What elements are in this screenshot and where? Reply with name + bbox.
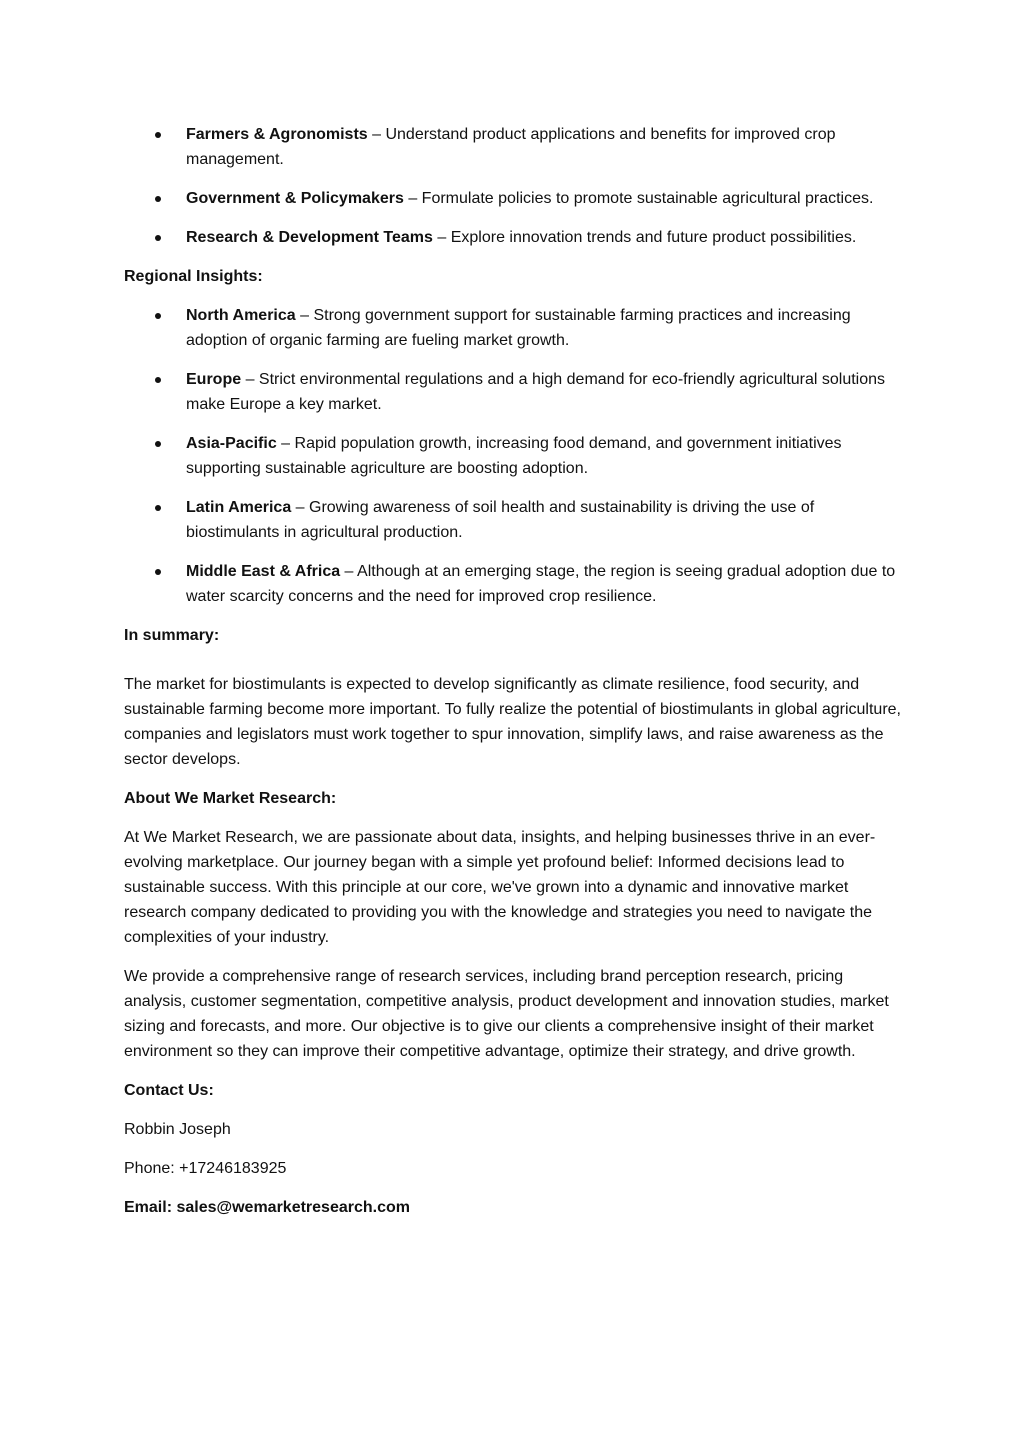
list-item-term: Research & Development Teams [186,229,433,246]
document-body [124,122,902,1234]
bullet-icon [155,313,161,319]
list-item [124,559,902,609]
list-item [124,431,902,481]
contact-email: Email: sales@wemarketresearch.com [124,1199,410,1216]
list-item-term: Farmers & Agronomists [186,126,368,143]
contact-phone: Phone: +17246183925 [124,1160,287,1177]
contact-heading: Contact Us: [124,1082,214,1099]
list-item [124,186,902,211]
list-item-term: Europe [186,371,242,388]
about-paragraph-1: At We Market Research, we are passionate about data, insights, and helping businesses thrive in an ever-evolving marketplace. Our journey began with a simple yet profound belief: Informed decisions lead to sustainable success. With this principle at our core, we've grown into a dynamic and innovative market research company dedicated to providing you with the knowledge and strategies you need to navigate the complexities of your industry. [124,829,876,946]
list-item-term: Government & Policymakers [186,190,404,207]
list-item-term: North America [186,307,296,324]
list-item [124,225,902,250]
list-item-desc: – Rapid population growth, increasing food demand, and government initiatives supporting sustainable agriculture are boosting adoption. [186,435,842,477]
bullet-icon [155,569,161,575]
list-item [124,367,902,417]
bullet-icon [155,196,161,202]
bullet-icon [155,235,161,241]
about-heading: About We Market Research: [124,790,337,807]
regional-list [124,303,902,609]
regional-insights-heading: Regional Insights: [124,268,263,285]
list-item-desc: – Strict environmental regulations and a high demand for eco-friendly agricultural solutions make Europe a key market. [186,371,886,413]
stakeholder-list [124,122,902,250]
summary-heading: In summary: [124,627,220,644]
list-item-desc: – Explore innovation trends and future product possibilities. [432,229,857,246]
list-item-desc: – Although at an emerging stage, the region is seeing gradual adoption due to water scarcity concerns and the need for improved crop resilience. [186,563,896,605]
list-item-desc: – Strong government support for sustainable farming practices and increasing adoption of organic farming are fueling market growth. [186,307,851,349]
list-item [124,122,902,172]
list-item-term: Latin America [186,499,292,516]
list-item-desc: – Formulate policies to promote sustainable agricultural practices. [403,190,874,207]
summary-paragraph: The market for biostimulants is expected to develop significantly as climate resilience, food security, and sustainable farming become more important. To fully realize the potential of biostimulants in global agriculture, companies and legislators must work together to spur innovation, simplify laws, and raise awareness as the sector develops. [124,676,901,768]
about-paragraph-2: We provide a comprehensive range of research services, including brand perception research, pricing analysis, customer segmentation, competitive analysis, product development and innovation studies, market sizing and forecasts, and more. Our objective is to give our clients a comprehensive insight of their market environment so they can improve their competitive advantage, optimize their strategy, and drive growth. [124,968,889,1060]
list-item-term: Asia-Pacific [186,435,277,452]
list-item [124,495,902,545]
bullet-icon [155,377,161,383]
bullet-icon [155,441,161,447]
list-item-term: Middle East & Africa [186,563,341,580]
list-item-desc: – Understand product applications and benefits for improved crop management. [186,126,836,168]
bullet-icon [155,132,161,138]
list-item-desc: – Growing awareness of soil health and sustainability is driving the use of biostimulants in agricultural production. [186,499,815,541]
list-item [124,303,902,353]
bullet-icon [155,505,161,511]
contact-name: Robbin Joseph [124,1121,231,1138]
